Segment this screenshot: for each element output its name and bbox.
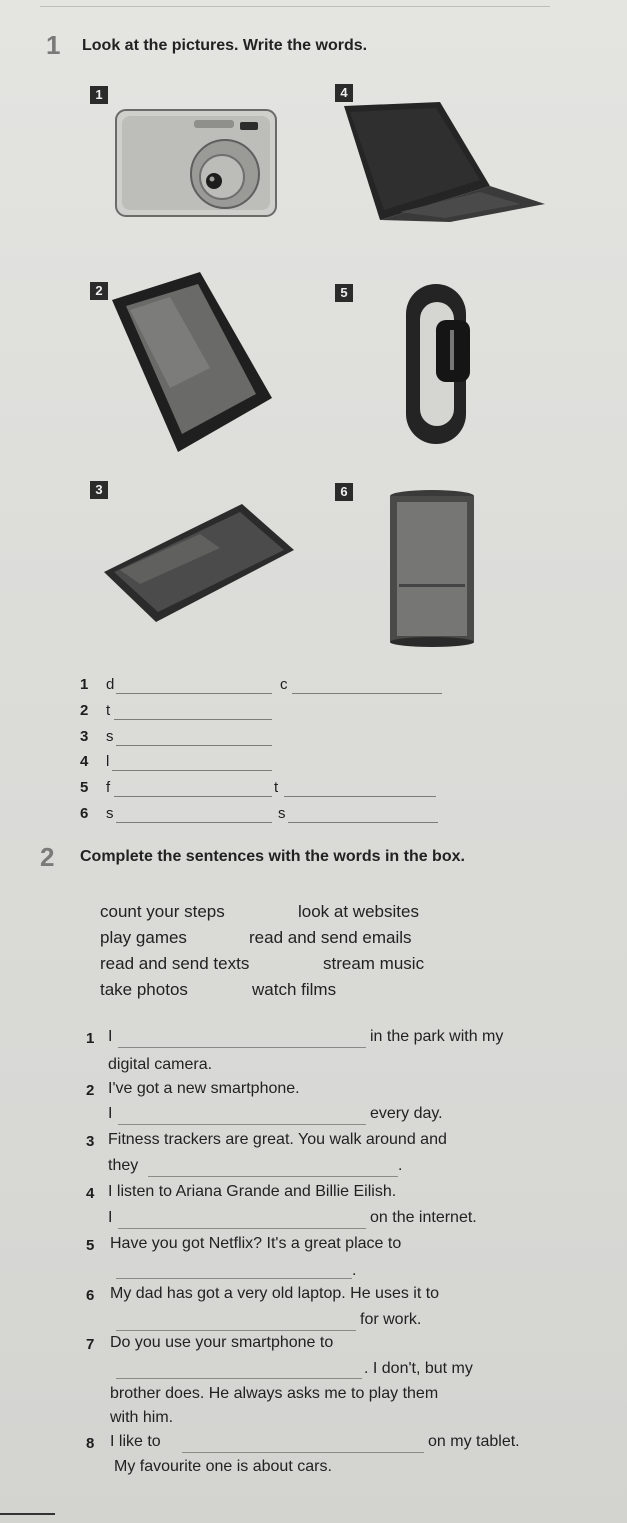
sentence-text: I [108, 1105, 113, 1122]
sentence-text: in the park with my [370, 1028, 504, 1045]
sentence-text: My favourite one is about cars. [114, 1458, 332, 1475]
answer-first-letter: d [106, 676, 115, 693]
sentence-number: 6 [86, 1287, 95, 1304]
sentence-text: Have you got Netflix? It's a great place to [110, 1235, 402, 1252]
answer-second-letter: t [274, 779, 279, 796]
sentence-text: digital camera. [108, 1056, 213, 1073]
sentence-number: 7 [86, 1336, 95, 1353]
sentence-blank[interactable] [148, 1176, 398, 1177]
answer-blank[interactable] [116, 822, 272, 823]
answer-second-letter: c [280, 676, 288, 693]
box-word: count your steps [100, 902, 225, 921]
answer-blank[interactable] [116, 693, 272, 694]
sentence-number: 1 [86, 1030, 95, 1047]
sentence-text: I like to [110, 1433, 161, 1450]
box-word: play games [100, 928, 187, 947]
answer-blank[interactable] [114, 796, 272, 797]
answer-blank[interactable] [112, 770, 272, 771]
answer-row-1 [80, 676, 450, 696]
sentence-text: they [108, 1157, 139, 1174]
answer-number: 5 [80, 779, 89, 796]
fitness-tracker-icon [392, 280, 484, 450]
picture-badge-5: 5 [335, 284, 353, 302]
sentence-number: 4 [86, 1185, 95, 1202]
answer-row-2 [80, 702, 450, 722]
answer-first-letter: l [106, 753, 110, 770]
answer-first-letter: f [106, 779, 111, 796]
sentence-blank[interactable] [182, 1452, 424, 1453]
exercise-2-title: Complete the sentences with the words in the box. [80, 848, 465, 865]
top-rule [40, 6, 550, 7]
exercise-2-number: 2 [40, 842, 55, 872]
answer-row-4 [80, 753, 450, 773]
answer-row-6 [80, 805, 450, 825]
sentence-text: My dad has got a very old laptop. He uses it to [110, 1285, 440, 1302]
sentence-text: every day. [370, 1105, 443, 1122]
picture-badge-1: 1 [90, 86, 108, 104]
answer-number: 1 [80, 676, 89, 693]
sentence-text: I listen to Ariana Grande and Billie Eilish. [108, 1183, 397, 1200]
picture-badge-6: 6 [335, 483, 353, 501]
answer-first-letter: t [106, 702, 111, 719]
answer-first-letter: s [106, 805, 114, 822]
sentence-text: I [108, 1209, 113, 1226]
sentence-number: 8 [86, 1435, 95, 1452]
sentence-blank[interactable] [118, 1124, 366, 1125]
answer-blank[interactable] [292, 693, 442, 694]
sentence-blank[interactable] [116, 1378, 362, 1379]
sentence-number: 2 [86, 1082, 95, 1099]
sentence-text: . [352, 1262, 357, 1279]
picture-badge-4: 4 [335, 84, 353, 102]
answer-second-letter: s [278, 805, 286, 822]
picture-badge-3: 3 [90, 481, 108, 499]
sentence-blank[interactable] [118, 1228, 366, 1229]
exercise-1-number: 1 [46, 30, 61, 60]
box-word: watch films [252, 980, 337, 999]
answer-row-3 [80, 728, 450, 748]
sentence-text: . [398, 1157, 403, 1174]
sentence-text: on the internet. [370, 1209, 477, 1226]
digital-camera-icon [112, 104, 282, 224]
sentence-text: I [108, 1028, 113, 1045]
sentence-number: 5 [86, 1237, 95, 1254]
page-corner-rule [0, 1513, 55, 1515]
exercise-1-title: Look at the pictures. Write the words. [82, 37, 368, 54]
answer-number: 4 [80, 753, 89, 770]
sentence-text: . I don't, but my [364, 1360, 473, 1377]
sentence-blank[interactable] [116, 1278, 352, 1279]
box-word: read and send emails [249, 928, 412, 947]
sentence-blank[interactable] [116, 1330, 356, 1331]
picture-badge-2: 2 [90, 282, 108, 300]
answer-first-letter: s [106, 728, 114, 745]
smartphone-icon [100, 498, 300, 628]
answer-blank[interactable] [116, 745, 272, 746]
laptop-icon [340, 100, 550, 225]
sentence-blank[interactable] [118, 1047, 366, 1048]
answer-blank[interactable] [288, 822, 438, 823]
sentence-text: I've got a new smartphone. [108, 1080, 300, 1097]
sentence-text: for work. [360, 1311, 422, 1328]
answer-row-5 [80, 779, 450, 799]
smart-speaker-icon [385, 488, 480, 648]
answer-number: 3 [80, 728, 89, 745]
answer-blank[interactable] [114, 719, 272, 720]
sentence-text: on my tablet. [428, 1433, 520, 1450]
box-word: read and send texts [100, 954, 250, 973]
box-word: stream music [323, 954, 425, 973]
sentence-number: 3 [86, 1133, 95, 1150]
sentence-text: Fitness trackers are great. You walk around and [108, 1131, 447, 1148]
box-word: look at websites [298, 902, 419, 921]
sentence-text: brother does. He always asks me to play them [110, 1385, 439, 1402]
answer-number: 2 [80, 702, 89, 719]
answer-number: 6 [80, 805, 89, 822]
answer-blank[interactable] [284, 796, 436, 797]
box-word: take photos [100, 980, 188, 999]
sentence-text: with him. [110, 1409, 174, 1426]
tablet-icon [100, 270, 275, 455]
sentence-text: Do you use your smartphone to [110, 1334, 334, 1351]
